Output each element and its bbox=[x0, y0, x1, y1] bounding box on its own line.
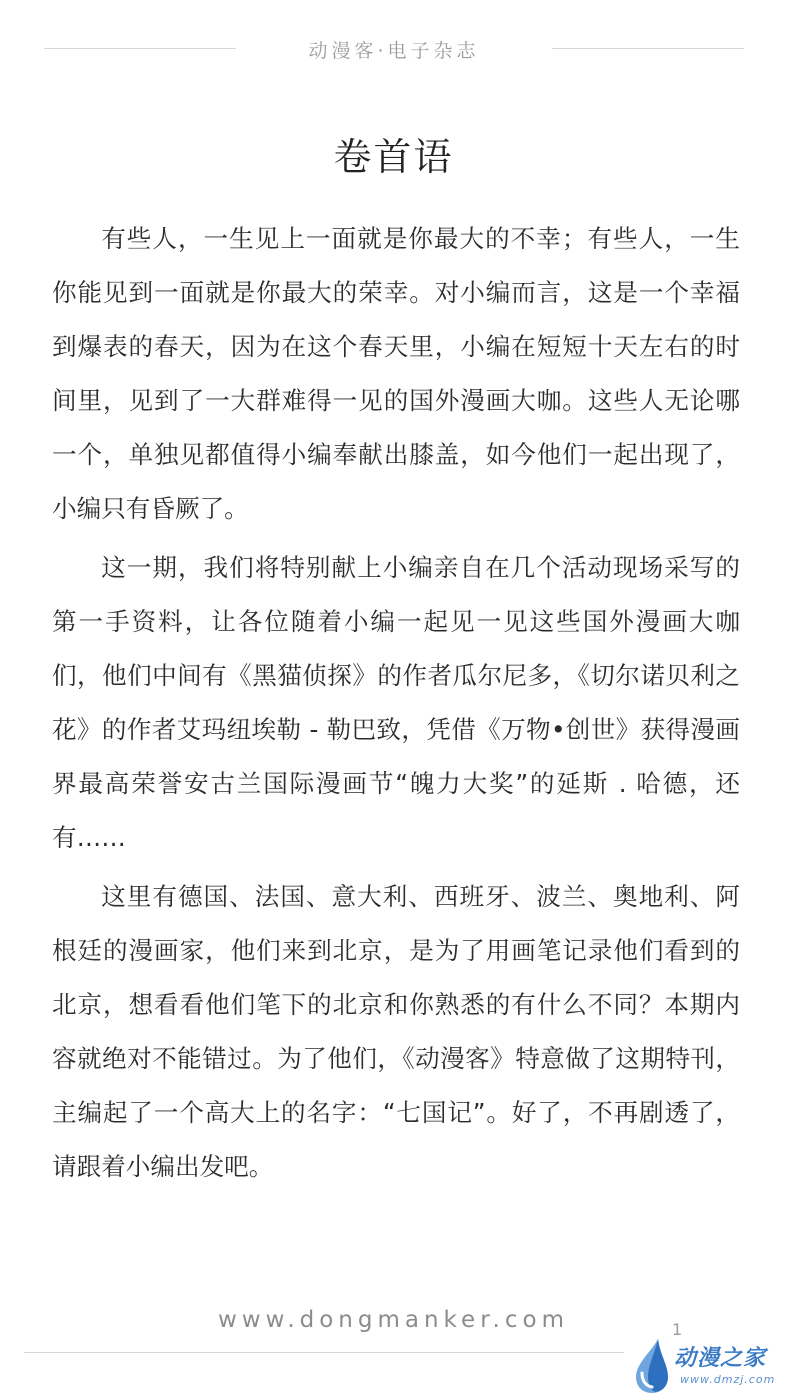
article-paragraph: 这里有德国、法国、意大利、西班牙、波兰、奥地利、阿根廷的漫画家，他们来到北京，是为了用画笔记录他们看到的北京，想看看他们笔下的北京和你熟悉的有什么不同？本期内容就绝对不能错过。为了他们，《动漫客》特意做了这期特刊，主编起了一个高大上的名字：“七国记”。好了，不再剧透了，请跟着小编出发吧。 bbox=[52, 882, 740, 1181]
article-body bbox=[52, 212, 740, 1199]
header-rule-right bbox=[552, 48, 744, 49]
footer-website: www.dongmanker.com bbox=[218, 1307, 569, 1333]
page-number: 1 bbox=[672, 1320, 683, 1339]
magazine-name: 动漫客·电子杂志 bbox=[308, 40, 480, 62]
article-title: 卷首语 bbox=[333, 135, 454, 179]
page-header bbox=[0, 34, 787, 64]
watermark-url: www.dmzj.com bbox=[680, 1373, 776, 1386]
article-paragraph: 这一期，我们将特别献上小编亲自在几个活动现场采写的第一手资料，让各位随着小编一起见一见这些国外漫画大咖们，他们中间有《黑猫侦探》的作者瓜尔尼多，《切尔诺贝利之花》的作者艾玛纽埃勒 - 勒巴致，凭借《万物•创世》获得漫画界最高荣誉安古兰国际漫画节“魄力大奖”的延斯 . 哈德，还有…… bbox=[52, 553, 740, 852]
footer-rule bbox=[24, 1352, 624, 1353]
article-paragraph: 有些人，一生见上一面就是你最大的不幸；有些人，一生你能见到一面就是你最大的荣幸。对小编而言，这是一个幸福到爆表的春天，因为在这个春天里，小编在短短十天左右的时间里，见到了一大群难得一见的国外漫画大咖。这些人无论哪一个，单独见都值得小编奉献出膝盖，如今他们一起出现了，小编只有昏厥了。 bbox=[52, 224, 740, 523]
watermark-name: 动漫之家 bbox=[674, 1346, 767, 1371]
header-rule-left bbox=[44, 48, 236, 49]
water-drop-logo-icon bbox=[628, 1337, 674, 1395]
watermark bbox=[626, 1335, 786, 1395]
